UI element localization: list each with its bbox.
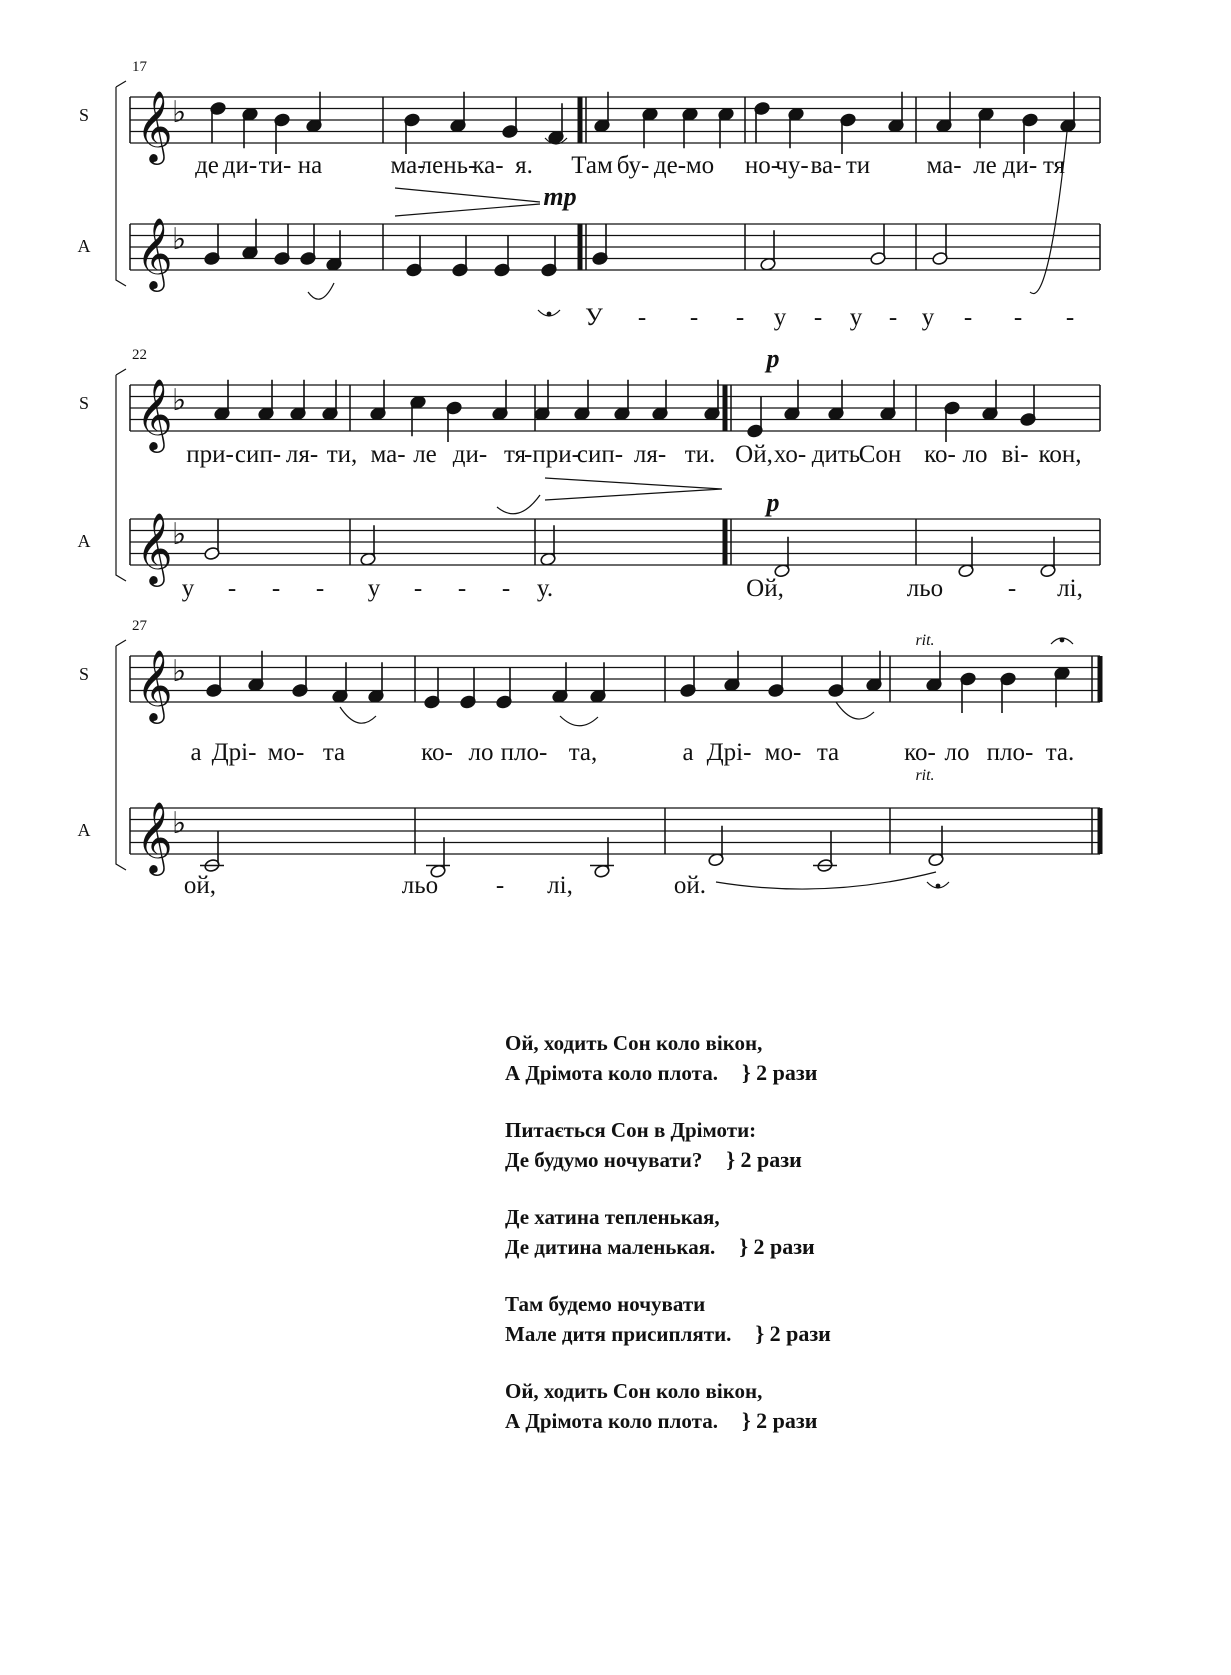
slur — [497, 495, 540, 514]
soprano-lyric: Ой, — [735, 441, 773, 468]
measure-number: 22 — [132, 347, 147, 363]
alto-lyric: - — [1013, 304, 1023, 331]
repeat-mark: } 2 рази — [726, 1147, 802, 1172]
verse-line: Ой, ходить Сон коло вікон, — [505, 1379, 763, 1403]
soprano-lyric: я. — [515, 152, 533, 179]
alto-lyric: - — [495, 872, 505, 899]
verse-line: Де будумо ночувати? — [505, 1148, 703, 1172]
verse-line: А Дрімота коло плота. — [505, 1061, 718, 1085]
voice-label-soprano: S — [78, 664, 90, 684]
alto-lyric: лі, — [1057, 575, 1083, 602]
alto-lyric: - — [227, 575, 237, 602]
soprano-lyric: ти. — [684, 441, 716, 468]
flat-key-signature-icon: ♭ — [172, 384, 187, 417]
alto-lyric: льо — [906, 575, 944, 602]
flat-key-signature-icon: ♭ — [172, 518, 187, 551]
stanza-3 — [505, 1202, 1025, 1262]
soprano-lyric: кон, — [1038, 441, 1082, 468]
voice-label-alto: A — [77, 531, 91, 551]
soprano-lyric: сип- — [576, 441, 624, 468]
stanza-5 — [505, 1376, 1025, 1436]
alto-lyric: Ой, — [746, 575, 784, 602]
soprano-lyric: тя — [1042, 152, 1066, 179]
alto-lyric: - — [735, 304, 745, 331]
fermata-dot — [554, 140, 559, 145]
alto-lyric: у — [921, 304, 935, 331]
slur — [836, 702, 874, 719]
verse-line: Де хатина тепленькая, — [505, 1205, 720, 1229]
soprano-lyric: ко- — [421, 739, 453, 766]
soprano-lyric: ти — [845, 152, 871, 179]
verse-line: Мале дитя присипляти. — [505, 1322, 732, 1346]
alto-lyric: лі, — [547, 872, 573, 899]
soprano-lyric: ві- — [1001, 441, 1029, 468]
soprano-lyric: пло- — [986, 739, 1034, 766]
verse-line: А Дрімота коло плота. — [505, 1409, 718, 1433]
soprano-lyric: ма- — [370, 441, 406, 468]
treble-clef-icon: 𝄞 — [136, 515, 173, 583]
voice-label-alto: A — [77, 236, 91, 256]
flat-key-signature-icon: ♭ — [172, 655, 187, 688]
treble-clef-icon: 𝄞 — [136, 652, 173, 720]
crescendo-hairpin — [545, 478, 722, 500]
soprano-lyric: мо- — [267, 739, 305, 766]
slur — [716, 872, 936, 889]
alto-lyric: - — [501, 575, 511, 602]
soprano-lyric: мо — [685, 152, 715, 179]
tempo-mark-rit: rit. — [915, 632, 935, 649]
soprano-lyric: ти- — [258, 152, 292, 179]
verse-line: Питається Сон в Дрімоти: — [505, 1118, 757, 1142]
system-bracket — [116, 640, 126, 870]
soprano-lyric: та — [322, 739, 346, 766]
soprano-lyric: Дрі- — [211, 739, 257, 766]
stanza-4 — [505, 1289, 1025, 1349]
soprano-lyric: при- — [186, 441, 234, 468]
alto-lyric: - — [637, 304, 647, 331]
verse-lyrics — [505, 1028, 1025, 1463]
soprano-lyric: ди- — [452, 441, 488, 468]
soprano-lyric: на — [297, 152, 323, 179]
alto-lyric: льо — [401, 872, 439, 899]
flat-key-signature-icon: ♭ — [172, 223, 187, 256]
soprano-lyric: но- — [744, 152, 780, 179]
alto-lyric: - — [689, 304, 699, 331]
slur — [560, 716, 598, 726]
soprano-lyric: ло — [944, 739, 970, 766]
dynamic-p: p — [766, 344, 780, 373]
alto-lyric: - — [963, 304, 973, 331]
soprano-lyric: ка- — [472, 152, 504, 179]
voice-label-alto: A — [77, 820, 91, 840]
soprano-lyric: та, — [568, 739, 598, 766]
soprano-lyric: тя — [503, 441, 527, 468]
measure-number: 27 — [132, 618, 147, 634]
alto-lyric: ой, — [183, 872, 217, 899]
decrescendo-hairpin — [395, 188, 540, 216]
soprano-lyric: Сон — [858, 441, 902, 468]
repeat-mark: } 2 рази — [739, 1234, 815, 1259]
slur — [308, 283, 334, 299]
verse-line: Де дитина маленькая. — [505, 1235, 716, 1259]
soprano-lyric: Дрі- — [706, 739, 752, 766]
slur — [1030, 122, 1068, 294]
verse-line: Ой, ходить Сон коло вікон, — [505, 1031, 763, 1055]
fermata-dot — [547, 312, 552, 317]
soprano-lyric: чу- — [775, 152, 809, 179]
system-bracket — [116, 81, 126, 286]
soprano-lyric: ле — [413, 441, 437, 468]
slur — [340, 707, 376, 723]
alto-lyric: - — [1065, 304, 1075, 331]
stanza-2 — [505, 1115, 1025, 1175]
soprano-lyric: бу- — [616, 152, 650, 179]
soprano-lyric: та — [816, 739, 840, 766]
stanza-1 — [505, 1028, 1025, 1088]
soprano-lyric: лень- — [419, 152, 477, 179]
soprano-lyric: ко- — [924, 441, 956, 468]
soprano-lyric: ля- — [285, 441, 319, 468]
treble-clef-icon: 𝄞 — [136, 93, 173, 161]
soprano-lyric: пло- — [500, 739, 548, 766]
fermata-dot — [936, 884, 941, 889]
soprano-lyric: ко- — [904, 739, 936, 766]
treble-clef-icon: 𝄞 — [136, 220, 173, 288]
soprano-lyric: ма- — [926, 152, 962, 179]
soprano-lyric: ди- — [222, 152, 258, 179]
alto-lyric: - — [271, 575, 281, 602]
alto-lyric: у — [367, 575, 381, 602]
voice-label-soprano: S — [78, 393, 90, 413]
soprano-lyric: де- — [653, 152, 687, 179]
alto-lyric: у — [849, 304, 863, 331]
verse-line: Там будемо ночувати — [505, 1292, 706, 1316]
soprano-lyric: мо- — [764, 739, 802, 766]
alto-lyric: ой. — [673, 872, 707, 899]
soprano-lyric: ти, — [326, 441, 358, 468]
dynamic-p: p — [766, 488, 780, 517]
tempo-mark-rit: rit. — [915, 767, 935, 784]
soprano-lyric: дить — [811, 441, 861, 468]
repeat-mark: } 2 рази — [755, 1321, 831, 1346]
soprano-lyric: ди- — [1002, 152, 1038, 179]
alto-lyric: - — [888, 304, 898, 331]
soprano-lyric: ва- — [810, 152, 842, 179]
repeat-mark: } 2 рази — [741, 1060, 818, 1085]
alto-lyric: - — [813, 304, 823, 331]
soprano-lyric: ма- — [390, 152, 426, 179]
alto-lyric: - — [315, 575, 325, 602]
repeat-mark: } 2 рази — [741, 1408, 818, 1433]
alto-lyric: у. — [536, 575, 554, 602]
flat-key-signature-icon: ♭ — [172, 807, 187, 840]
system-bracket — [116, 369, 126, 581]
alto-lyric: - — [457, 575, 467, 602]
soprano-lyric: а — [682, 739, 694, 766]
dynamic-mp: mp — [543, 182, 577, 211]
treble-clef-icon: 𝄞 — [136, 804, 173, 872]
soprano-lyric: сип- — [234, 441, 282, 468]
soprano-lyric: ло — [468, 739, 494, 766]
fermata-dot — [1060, 638, 1065, 643]
alto-lyric: у — [181, 575, 195, 602]
soprano-lyric: Там — [571, 152, 613, 179]
flat-key-signature-icon: ♭ — [172, 96, 187, 129]
alto-lyric: у — [773, 304, 787, 331]
soprano-lyric: хо- — [773, 441, 807, 468]
alto-lyric: У — [585, 304, 603, 331]
voice-label-soprano: S — [78, 105, 90, 125]
treble-clef-icon: 𝄞 — [136, 381, 173, 449]
soprano-lyric: ля- — [633, 441, 667, 468]
alto-lyric: - — [1007, 575, 1017, 602]
soprano-lyric: ле — [973, 152, 997, 179]
soprano-lyric: та. — [1045, 739, 1075, 766]
soprano-lyric: -при- — [524, 441, 580, 468]
soprano-lyric: ло — [962, 441, 988, 468]
soprano-lyric: де — [195, 152, 219, 179]
measure-number: 17 — [132, 59, 147, 75]
alto-lyric: - — [413, 575, 423, 602]
soprano-lyric: а — [190, 739, 202, 766]
